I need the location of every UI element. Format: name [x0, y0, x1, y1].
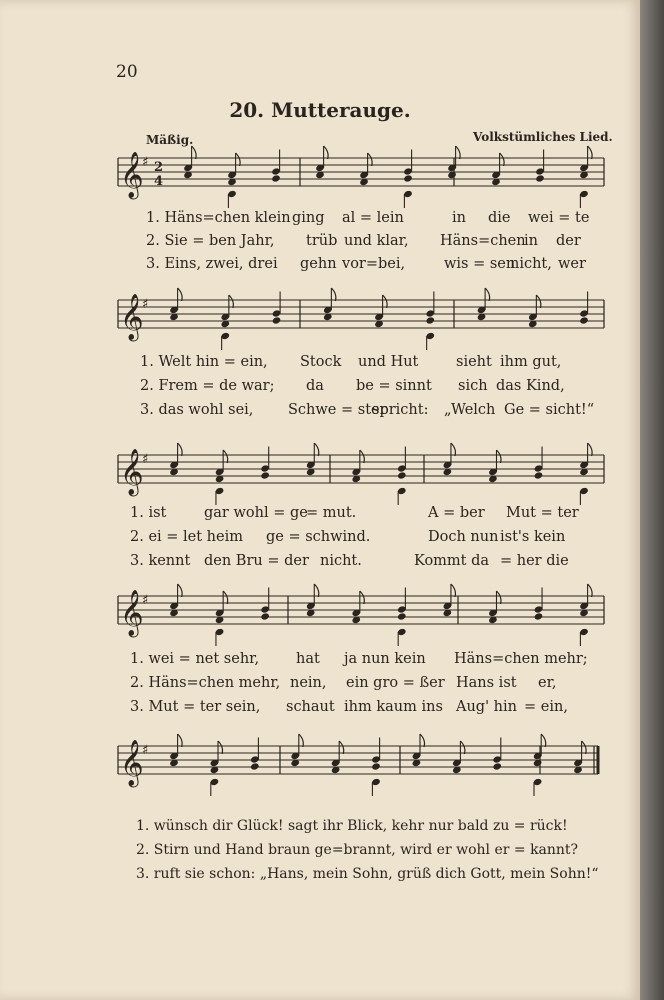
note-flag	[582, 741, 587, 754]
note-flag	[178, 288, 183, 301]
treble-clef-icon: 𝄞	[120, 449, 144, 495]
note-flag	[588, 443, 593, 456]
lyric-word: schaut	[286, 699, 335, 715]
lyric-word: be = sinnt	[356, 378, 432, 394]
lyric-word: 3. das wohl sei,	[140, 402, 254, 418]
lyric-word: 1. Welt hin = ein,	[140, 354, 268, 370]
treble-clef-icon: 𝄞	[120, 740, 144, 786]
lyric-word: 2. Frem = de war;	[140, 378, 275, 394]
sharp-icon: ♯	[142, 593, 149, 608]
note-head	[371, 762, 381, 770]
note-head	[271, 174, 281, 182]
tempo-marking: Mäßig.	[146, 133, 194, 147]
lyric-word: trüb	[306, 233, 338, 249]
page-number: 20	[116, 62, 138, 82]
time-signature: 4	[154, 174, 164, 189]
treble-clef-icon: 𝄞	[120, 294, 144, 340]
lyric-word: sieht	[456, 354, 492, 370]
note-head	[579, 316, 589, 324]
lyric-word: Aug' hin	[456, 699, 518, 715]
note-flag	[496, 450, 501, 463]
note-flag	[451, 443, 456, 456]
note-flag	[178, 734, 183, 747]
note-flag	[536, 295, 541, 308]
note-flag	[223, 450, 228, 463]
lyric-word: sich	[458, 378, 488, 394]
note-flag	[456, 146, 461, 159]
lyric-word: Hans ist	[456, 675, 517, 691]
note-head	[535, 174, 545, 182]
lyric-word: wis = sen	[444, 256, 516, 272]
time-signature: 2	[154, 160, 164, 175]
note-head	[403, 174, 413, 182]
lyric-word: den Bru = der	[204, 553, 309, 569]
lyric-word: ging	[292, 210, 325, 226]
sharp-icon: ♯	[142, 743, 149, 758]
lyric-word: A = ber	[428, 505, 485, 521]
lyric-word: das Kind,	[496, 378, 565, 394]
lyric-word: al = lein	[342, 210, 404, 226]
treble-clef-icon: 𝄞	[120, 590, 144, 636]
lyric-word: ja nun kein	[344, 651, 426, 667]
note-flag	[314, 443, 319, 456]
lyric-word: 1. Häns=chen klein	[146, 210, 291, 226]
staff-system	[118, 734, 598, 796]
lyric-word: der	[556, 233, 581, 249]
lyric-word: nicht,	[510, 256, 552, 272]
sharp-icon: ♯	[142, 452, 149, 467]
note-head	[534, 471, 544, 479]
lyric-word: 2. Häns=chen mehr,	[130, 675, 281, 691]
note-flag	[324, 146, 329, 159]
lyric-word: ein gro = ßer	[346, 675, 445, 691]
note-flag	[588, 584, 593, 597]
note-flag	[420, 734, 425, 747]
lyric-word: und Hut	[358, 354, 419, 370]
sharp-icon: ♯	[142, 297, 149, 312]
lyric-word: ihm kaum ins	[344, 699, 443, 715]
note-head	[250, 762, 260, 770]
note-flag	[229, 295, 234, 308]
note-flag	[218, 741, 223, 754]
lyric-word: in	[452, 210, 466, 226]
note-head	[492, 762, 502, 770]
lyric-line: 1. wünsch dir Glück! sagt ihr Blick, kehr nur bald zu = rück!	[136, 818, 568, 834]
note-flag	[500, 153, 505, 166]
note-flag	[339, 741, 344, 754]
lyric-word: 1. wei = net sehr,	[130, 651, 260, 667]
note-flag	[236, 153, 241, 166]
note-flag	[588, 146, 593, 159]
note-flag	[331, 288, 336, 301]
note-flag	[360, 591, 365, 604]
lyric-word: „Welch	[444, 402, 496, 418]
lyric-word: wei = te	[528, 210, 590, 226]
lyric-word: Doch nun	[428, 529, 499, 545]
note-flag	[192, 146, 197, 159]
lyric-word: = mut.	[306, 505, 357, 521]
note-head	[397, 612, 407, 620]
song-title: 20. Mutterauge.	[229, 98, 411, 122]
note-head	[425, 316, 435, 324]
staff-system	[118, 584, 604, 646]
lyric-line: 3. ruft sie schon: „Hans, mein Sohn, grüß dich Gott, mein Sohn!“	[136, 866, 599, 882]
note-flag	[451, 584, 456, 597]
lyric-word: hat	[296, 651, 320, 667]
note-head	[272, 316, 282, 324]
lyric-word: und klar,	[344, 233, 409, 249]
lyric-word: 3. Eins, zwei, drei	[146, 256, 278, 272]
lyric-word: in	[524, 233, 538, 249]
note-head	[260, 471, 270, 479]
lyric-word: = ein,	[524, 699, 568, 715]
note-flag	[314, 584, 319, 597]
lyric-line: 2. Stirn und Hand braun ge=brannt, wird er wohl er = kannt?	[136, 842, 579, 858]
note-flag	[178, 443, 183, 456]
lyric-word: nicht.	[320, 553, 362, 569]
note-flag	[383, 295, 388, 308]
lyric-word: ist's kein	[500, 529, 566, 545]
lyric-word: Schwe = ster	[288, 402, 387, 418]
lyric-word: ge = schwind.	[266, 529, 371, 545]
lyric-word: Häns=chen	[440, 233, 526, 249]
note-flag	[368, 153, 373, 166]
note-head	[260, 612, 270, 620]
note-flag	[360, 450, 365, 463]
note-flag	[460, 741, 465, 754]
lyric-word: 3. Mut = ter sein,	[130, 699, 261, 715]
lyric-word: nein,	[290, 675, 327, 691]
note-head	[397, 471, 407, 479]
lyric-word: da	[306, 378, 324, 394]
lyric-word: Ge = sicht!“	[504, 402, 595, 418]
lyric-word: Mut = ter	[506, 505, 579, 521]
lyric-word: 3. kennt	[130, 553, 191, 569]
sharp-icon: ♯	[142, 155, 149, 170]
lyric-word: wer	[558, 256, 586, 272]
lyric-word: Kommt da	[414, 553, 490, 569]
lyric-word: spricht:	[372, 402, 429, 418]
lyric-word: gar wohl = ge	[204, 505, 308, 521]
song-source: Volkstümliches Lied.	[473, 130, 613, 144]
note-flag	[223, 591, 228, 604]
book-spine	[640, 0, 664, 1000]
lyric-word: 2. ei = let heim	[130, 529, 243, 545]
lyric-word: gehn	[300, 256, 337, 272]
staff-system	[118, 146, 604, 208]
note-flag	[496, 591, 501, 604]
lyric-word: ihm gut,	[500, 354, 562, 370]
lyric-word: 2. Sie = ben Jahr,	[146, 233, 275, 249]
note-flag	[541, 734, 546, 747]
lyric-word: 1. ist	[130, 505, 167, 521]
lyric-word: vor=bei,	[342, 256, 406, 272]
note-flag	[299, 734, 304, 747]
note-flag	[485, 288, 490, 301]
lyric-word: die	[488, 210, 511, 226]
lyric-word: = her die	[500, 553, 569, 569]
note-flag	[178, 584, 183, 597]
lyric-word: Häns=chen mehr;	[454, 651, 588, 667]
staff-system	[118, 443, 604, 505]
lyric-word: er,	[538, 675, 557, 691]
treble-clef-icon: 𝄞	[120, 152, 144, 198]
note-head	[534, 612, 544, 620]
lyric-word: Stock	[300, 354, 342, 370]
staff-system	[118, 288, 604, 350]
